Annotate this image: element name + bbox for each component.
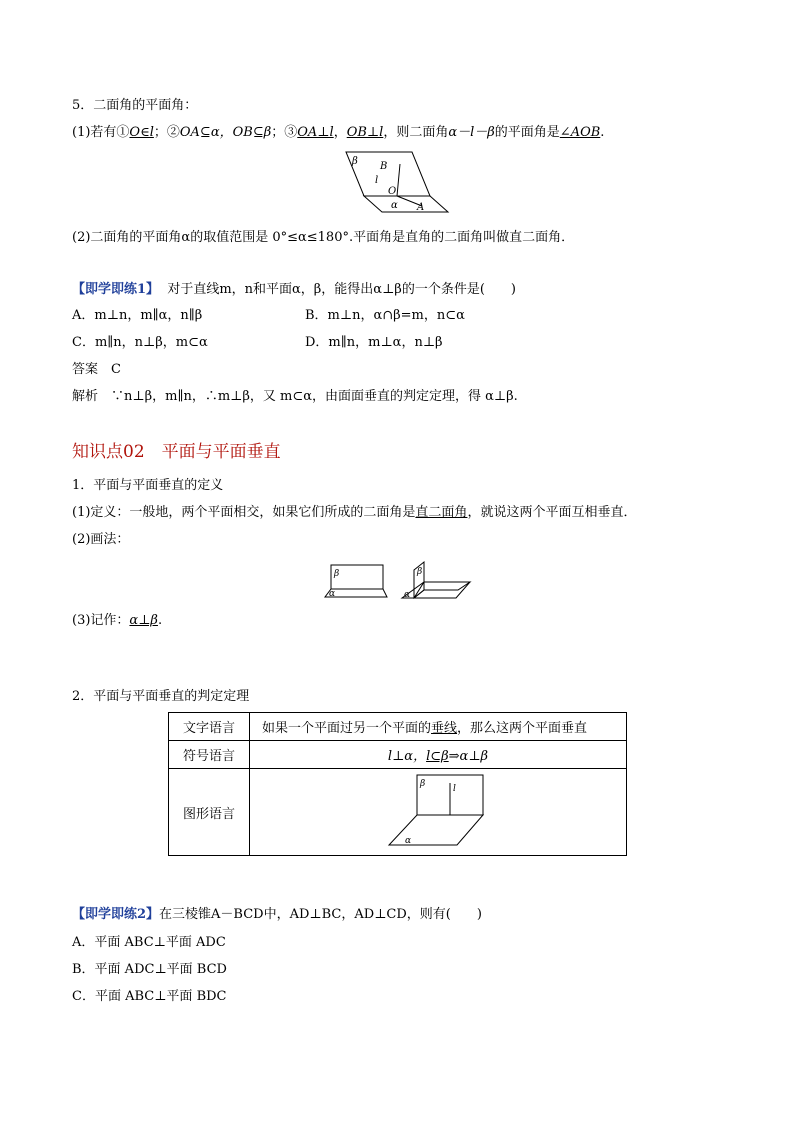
row-value-figure-language <box>250 769 627 856</box>
exercise-1-stem <box>72 281 516 299</box>
fig-label-l: l <box>375 175 379 186</box>
perpendicular-planes-figure-2 <box>400 560 472 602</box>
cond-oa-perp: OA⊥l <box>297 125 334 140</box>
fig-label-a: A <box>417 202 425 213</box>
dihedral-angle-figure <box>342 150 452 216</box>
angle-range-text: (2)二面角的平面角α的取值范围是 0°≤α≤180°.平面角是直角的二面角叫做直二面角． <box>72 230 575 245</box>
cond-part: (1)若有① <box>72 125 130 140</box>
exercise-1-options-row1 <box>72 307 465 325</box>
cell-part: l⊥α， <box>387 749 427 764</box>
fig1-label-beta: β <box>334 569 340 579</box>
definition-text <box>72 504 636 522</box>
perpendicular-planes-figure-1 <box>323 563 393 601</box>
notation-period: . <box>157 613 163 628</box>
row-key-symbol-language: 符号语言 <box>169 741 250 769</box>
option-d: D．m∥n，m⊥α，n⊥β <box>305 335 443 350</box>
exercise-1-tag: 【即学即练1】 <box>72 282 160 297</box>
def-right-dihedral: 直二面角 <box>415 505 468 520</box>
table-row <box>169 741 627 769</box>
fig1-label-alpha: α <box>329 589 336 599</box>
exercise-2-option-b: B．平面 ADC⊥平面 BCD <box>72 962 227 977</box>
cond-ob-perp: OB⊥l <box>346 125 384 140</box>
row-value-text-language <box>250 713 627 741</box>
fig-label-alpha: α <box>405 836 412 846</box>
cond-o-on-l: O∈l <box>129 125 154 140</box>
cond-part: . <box>600 125 605 140</box>
theorem-title: 2．平面与平面垂直的判定定理 <box>72 689 250 704</box>
exercise-1-answer: 答案 C <box>72 362 121 377</box>
exercise-1-analysis: 解析 ∵n⊥β，m∥n，∴m⊥β，又 m⊂α，由面面垂直的判定定理，得 α⊥β. <box>72 389 518 404</box>
cell-part: ⇒α⊥β <box>448 749 489 764</box>
def-part: ，就说这两个平面互相垂直． <box>467 505 637 520</box>
dihedral-condition-line <box>72 124 604 142</box>
option-b: B．m⊥n，α∩β=m，n⊂α <box>305 308 465 323</box>
table-row <box>169 713 627 741</box>
def-part: (1)定义：一般地，两个平面相交，如果它们所成的二面角是 <box>72 505 416 520</box>
notation-label: (3)记作： <box>72 613 130 628</box>
cond-part: ， <box>333 125 347 140</box>
fig-label-beta: β <box>420 779 426 789</box>
row-key-text-language: 文字语言 <box>169 713 250 741</box>
drawing-method-label: (2)画法： <box>72 532 130 547</box>
fig-label-o: O <box>388 186 397 197</box>
row-value-symbol-language <box>250 741 627 769</box>
dihedral-name: α－l－β <box>448 125 495 140</box>
fig-label-beta: β <box>352 156 358 167</box>
fig2-label-alpha: α <box>404 590 411 600</box>
fig2-label-beta: β <box>417 567 423 577</box>
knowledge-point-heading: 知识点02 平面与平面垂直 <box>72 442 281 462</box>
theorem-table <box>168 712 627 856</box>
fig-label-alpha: α <box>391 200 398 211</box>
exercise-2-stem <box>72 906 482 924</box>
cell-perpendicular-line: 垂线 <box>431 721 458 736</box>
exercise-2-option-a: A．平面 ABC⊥平面 ADC <box>72 935 226 950</box>
exercise-1-question: 对于直线m，n和平面α，β，能得出α⊥β的一个条件是( ) <box>167 282 516 297</box>
fig-label-l: l <box>453 784 456 794</box>
cond-part: ；② <box>153 125 180 140</box>
option-c: C．m∥n，n⊥β，m⊂α <box>72 335 208 350</box>
definition-title: 1．平面与平面垂直的定义 <box>72 478 224 493</box>
angle-aob: ∠AOB <box>559 125 601 140</box>
cond-oa-ob: OA⊆α，OB⊆β <box>179 125 272 140</box>
cond-part: ；③ <box>271 125 298 140</box>
cell-part: 如果一个平面过另一个平面的 <box>262 721 432 736</box>
cell-l-in-beta: l⊂β <box>426 749 449 764</box>
fig-label-b: B <box>380 161 388 172</box>
row-key-figure-language: 图形语言 <box>169 769 250 856</box>
cond-part: ，则二面角 <box>383 125 449 140</box>
notation-symbol: α⊥β <box>129 613 158 628</box>
table-row <box>169 769 627 856</box>
exercise-2-question: 在三棱锥A－BCD中，AD⊥BC，AD⊥CD，则有( ) <box>159 907 482 922</box>
exercise-2-tag: 【即学即练2】 <box>72 907 160 922</box>
notation-line <box>72 612 162 630</box>
option-a: A．m⊥n，m∥α，n∥β <box>72 308 203 323</box>
theorem-figure <box>385 773 495 849</box>
cond-part: 的平面角是 <box>494 125 560 140</box>
cell-part: ，那么这两个平面垂直 <box>457 721 588 736</box>
section-5-title: 5．二面角的平面角： <box>72 98 198 113</box>
exercise-1-options-row2 <box>72 334 443 352</box>
exercise-2-option-c: C．平面 ABC⊥平面 BDC <box>72 989 227 1004</box>
